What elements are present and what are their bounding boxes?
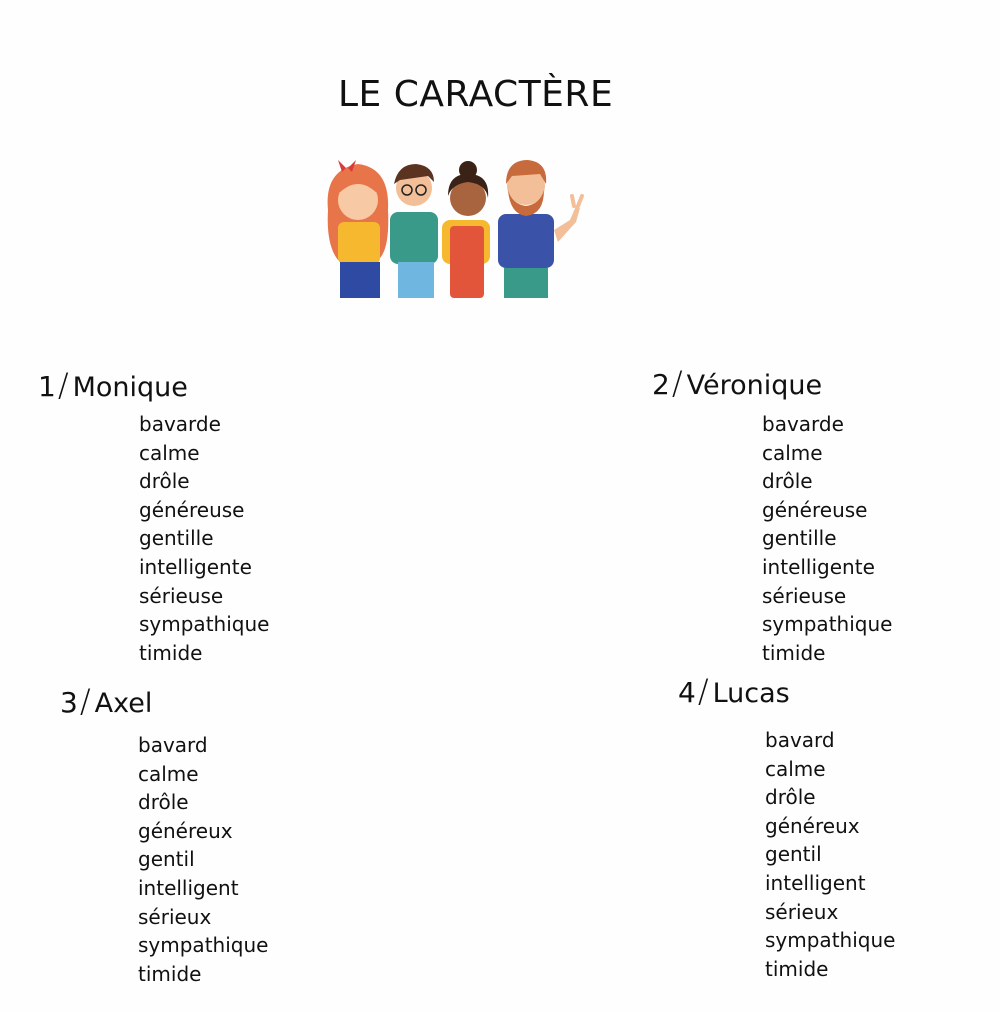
word-item[interactable]: calme bbox=[765, 756, 826, 781]
word-item[interactable]: timide bbox=[765, 956, 829, 981]
word-list-lucas bbox=[765, 726, 895, 983]
section-heading bbox=[652, 364, 822, 402]
section-name: Monique bbox=[72, 372, 188, 403]
section-number: 3 bbox=[60, 686, 78, 719]
word-item[interactable]: généreuse bbox=[762, 497, 868, 522]
word-item[interactable]: gentille bbox=[139, 526, 214, 551]
word-item[interactable]: intelligent bbox=[765, 870, 866, 895]
section-slash: / bbox=[79, 682, 91, 720]
section-axel bbox=[60, 682, 152, 720]
word-item[interactable]: drôle bbox=[138, 790, 189, 815]
section-number: 2 bbox=[652, 368, 670, 401]
word-item[interactable]: bavard bbox=[138, 733, 208, 757]
word-item[interactable]: gentille bbox=[762, 526, 837, 551]
word-item[interactable]: timide bbox=[138, 961, 202, 986]
section-name: Axel bbox=[94, 688, 153, 719]
group-of-friends-illustration bbox=[318, 150, 593, 302]
section-slash: / bbox=[671, 364, 683, 402]
word-item[interactable]: drôle bbox=[139, 469, 190, 494]
word-item[interactable]: gentil bbox=[765, 842, 822, 867]
word-item[interactable]: sérieuse bbox=[139, 583, 224, 608]
person-bearded-man bbox=[498, 160, 582, 298]
word-item[interactable]: timide bbox=[139, 640, 203, 665]
word-item[interactable]: calme bbox=[762, 440, 823, 465]
word-item[interactable]: sérieux bbox=[765, 899, 839, 924]
section-number: 1 bbox=[38, 370, 56, 403]
word-item[interactable]: généreuse bbox=[139, 497, 245, 522]
word-item[interactable]: généreux bbox=[765, 813, 860, 838]
word-item[interactable]: drôle bbox=[762, 469, 813, 494]
section-slash: / bbox=[697, 672, 709, 710]
word-item[interactable]: gentil bbox=[138, 847, 195, 872]
section-veronique bbox=[652, 364, 822, 402]
word-item[interactable]: sérieux bbox=[138, 904, 212, 929]
word-item[interactable]: bavarde bbox=[762, 412, 844, 436]
word-item[interactable]: sérieuse bbox=[762, 583, 847, 608]
word-list-axel bbox=[138, 731, 268, 988]
section-heading bbox=[678, 672, 790, 710]
section-slash: / bbox=[57, 366, 69, 404]
section-monique bbox=[38, 366, 188, 404]
person-girl-red-hair bbox=[328, 160, 389, 298]
word-list-veronique bbox=[762, 410, 892, 667]
section-heading bbox=[60, 682, 152, 720]
word-item[interactable]: sympathique bbox=[139, 612, 270, 637]
word-item[interactable]: calme bbox=[138, 761, 199, 786]
word-item[interactable]: bavarde bbox=[139, 412, 221, 436]
section-lucas bbox=[678, 672, 790, 710]
person-boy-glasses bbox=[390, 164, 438, 298]
section-name: Lucas bbox=[712, 678, 790, 709]
word-item[interactable]: intelligent bbox=[138, 875, 239, 900]
word-item[interactable]: intelligente bbox=[762, 554, 875, 579]
word-item[interactable]: généreux bbox=[138, 818, 233, 843]
word-item[interactable]: calme bbox=[139, 440, 200, 465]
word-list-monique bbox=[139, 410, 269, 667]
section-heading bbox=[38, 366, 188, 404]
person-girl-bun bbox=[442, 161, 490, 298]
section-name: Véronique bbox=[686, 370, 823, 401]
word-item[interactable]: intelligente bbox=[139, 554, 252, 579]
section-number: 4 bbox=[678, 676, 696, 709]
word-item[interactable]: timide bbox=[762, 640, 826, 665]
word-item[interactable]: drôle bbox=[765, 785, 816, 810]
word-item[interactable]: sympathique bbox=[765, 928, 896, 953]
word-item[interactable]: bavard bbox=[765, 728, 835, 752]
page-title: LE CARACTÈRE bbox=[338, 74, 614, 115]
word-item[interactable]: sympathique bbox=[138, 933, 269, 958]
word-item[interactable]: sympathique bbox=[762, 612, 893, 637]
